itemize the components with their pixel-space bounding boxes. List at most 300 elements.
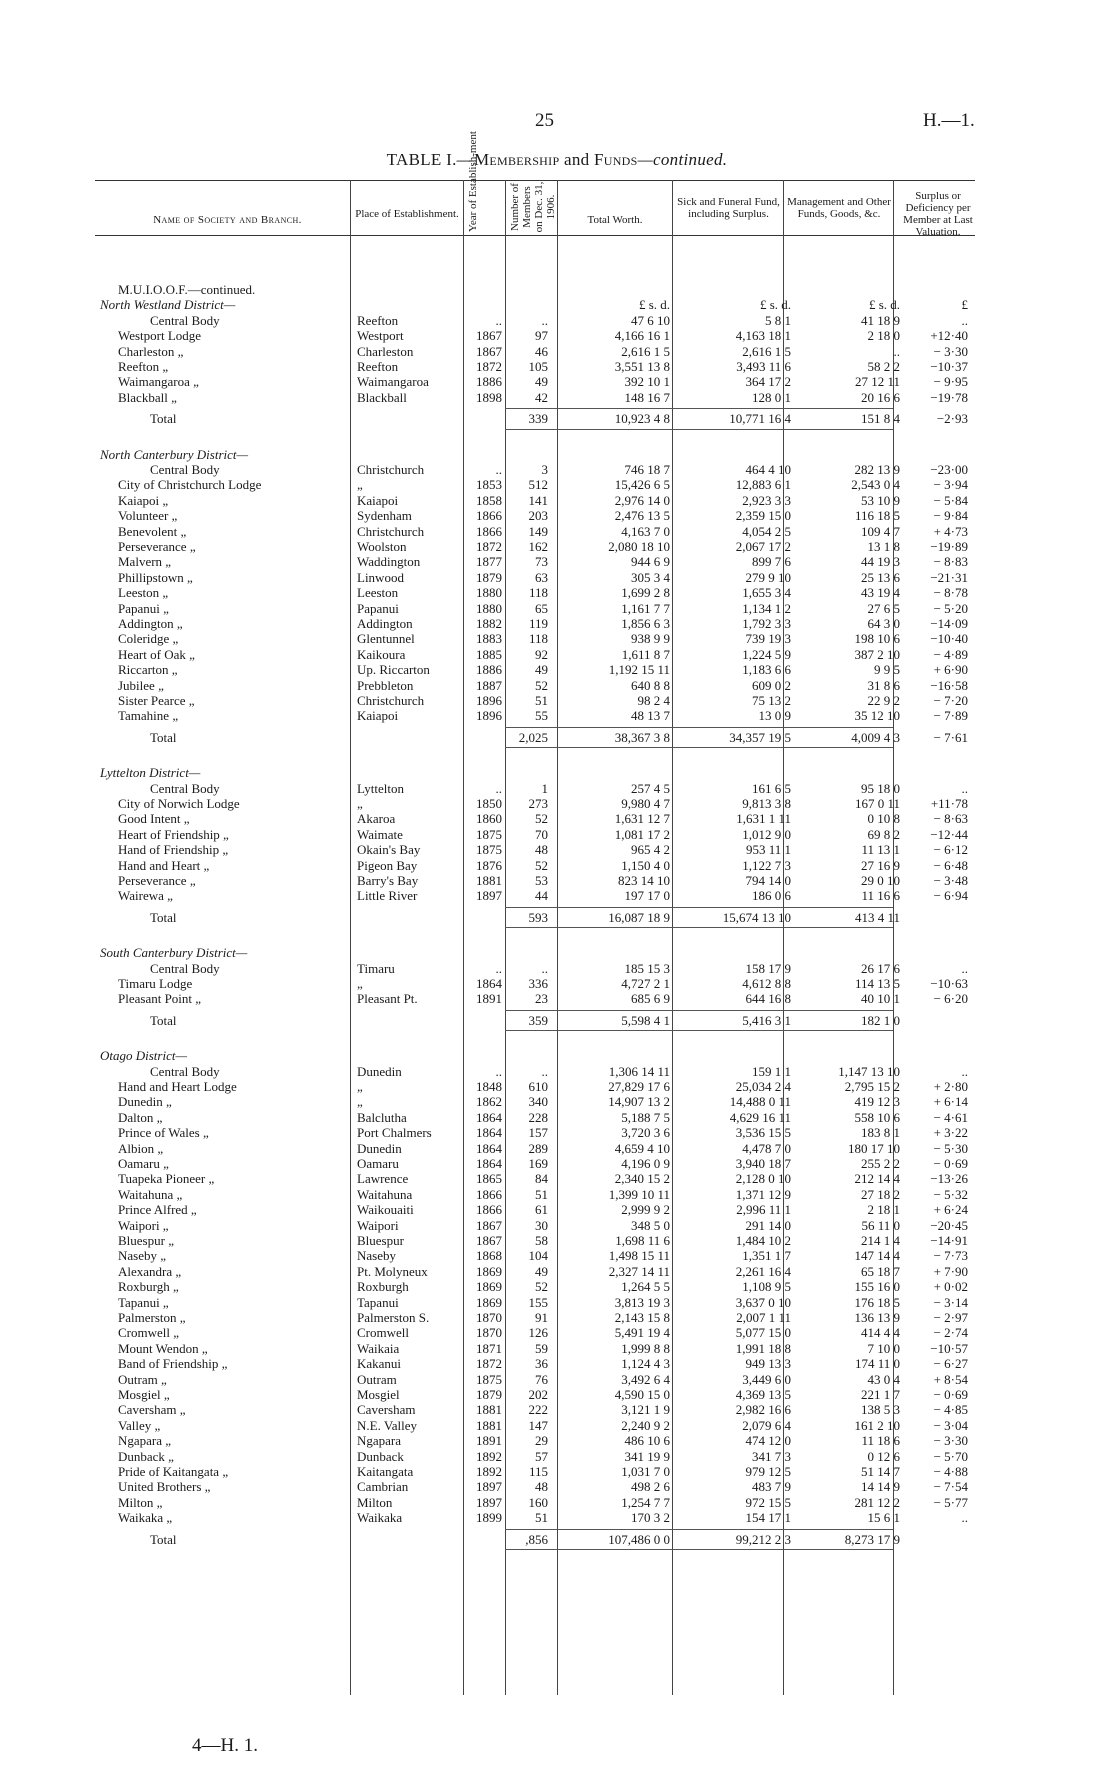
total-rule — [783, 429, 893, 430]
year: 1864 — [476, 1156, 502, 1171]
year: 1879 — [476, 1387, 502, 1402]
table-row — [0, 1141, 1114, 1156]
total-worth: 5,188 7 5 — [621, 1109, 670, 1125]
col-head-sick-funeral: Sick and Funeral Fund, including Surplus. — [677, 196, 780, 220]
total-worth: 965 4 2 — [631, 842, 670, 858]
total-worth: 27,829 17 6 — [608, 1079, 670, 1094]
place: Port Chalmers — [357, 1125, 432, 1141]
management-funds: 27 6 5 — [867, 600, 900, 616]
total-worth: 1,699 2 8 — [621, 585, 670, 601]
surplus-deficiency: −19·89 — [930, 539, 968, 554]
management-funds: 214 1 4 — [861, 1233, 900, 1248]
branch-name: Central Body — [150, 462, 220, 477]
members: 49 — [535, 374, 548, 390]
section-heading — [0, 945, 1114, 960]
management-funds: 43 19 4 — [861, 585, 900, 601]
management-funds: 183 8 1 — [861, 1125, 900, 1141]
members: 126 — [528, 1325, 548, 1341]
year: 1850 — [476, 796, 502, 811]
members: 92 — [535, 646, 548, 662]
table-row — [0, 796, 1114, 811]
branch-name: Hand and Heart „ — [118, 857, 210, 873]
total-rule — [783, 927, 893, 928]
branch-name: Timaru Lodge — [118, 976, 193, 991]
surplus-deficiency: − 6·48 — [933, 857, 968, 873]
year: 1891 — [476, 1433, 502, 1449]
management-funds: 136 13 9 — [854, 1310, 900, 1325]
total-worth: 47 6 10 — [631, 312, 670, 328]
members: 203 — [528, 508, 548, 524]
total-worth: 2,340 15 2 — [614, 1171, 670, 1187]
members: 51 — [535, 1510, 548, 1526]
year: 1883 — [476, 631, 502, 647]
sick-funeral-fund: 13 0 9 — [758, 708, 791, 724]
place: Kakanui — [357, 1356, 402, 1372]
table-row — [0, 693, 1114, 708]
branch-name: Caversham „ — [118, 1402, 186, 1418]
sick-funeral-fund: 464 4 10 — [745, 462, 791, 477]
year: 1862 — [476, 1094, 502, 1110]
table-row — [0, 888, 1114, 903]
total-label: Total — [150, 1531, 177, 1547]
table-row — [0, 390, 1114, 405]
total-worth: 5,598 4 1 — [621, 1012, 670, 1028]
total-worth: 746 18 7 — [624, 462, 670, 477]
management-funds: 9 9 5 — [874, 662, 900, 678]
place: Waikaka — [357, 1510, 403, 1526]
management-funds: 41 18 9 — [861, 312, 900, 328]
total-worth: 197 17 0 — [624, 888, 670, 904]
table-row — [0, 1279, 1114, 1294]
place: Blackball — [357, 389, 407, 405]
total-worth: 938 9 9 — [631, 631, 670, 647]
total-worth: 48 13 7 — [631, 708, 670, 724]
page-reference: H.—1. — [923, 110, 975, 131]
branch-name: Addington „ — [118, 616, 183, 631]
place: Up. Riccarton — [357, 662, 430, 678]
members: 222 — [528, 1402, 548, 1418]
total-row — [0, 910, 1114, 925]
members: 1 — [541, 780, 548, 796]
members: 58 — [535, 1233, 548, 1248]
total-surplus: − 7·61 — [933, 729, 968, 745]
surplus-deficiency: + 6·24 — [933, 1202, 968, 1218]
total-worth: 38,367 3 8 — [614, 729, 670, 745]
branch-name: Papanui „ — [118, 600, 169, 616]
year: 1870 — [476, 1310, 502, 1325]
year: 1867 — [476, 343, 502, 359]
management-funds: 95 18 0 — [861, 780, 900, 796]
surplus-deficiency: −14·09 — [930, 616, 968, 631]
table-row — [0, 1125, 1114, 1140]
year: .. — [495, 312, 502, 328]
place: Linwood — [357, 569, 404, 585]
table-row — [0, 1433, 1114, 1448]
surplus-deficiency: − 3·94 — [933, 477, 968, 493]
sick-funeral-fund: 4,054 2 5 — [742, 523, 791, 539]
total-worth: 5,491 19 4 — [614, 1325, 670, 1341]
surplus-deficiency: − 6·12 — [933, 842, 968, 858]
sick-funeral-fund: 2,079 6 4 — [742, 1417, 791, 1433]
branch-name: Waikaka „ — [118, 1510, 173, 1526]
surplus-deficiency: − 5·30 — [933, 1140, 968, 1156]
surplus-deficiency: − 2·97 — [933, 1310, 968, 1325]
year: 1872 — [476, 1356, 502, 1372]
table-row — [0, 585, 1114, 600]
title-membership: Membership — [473, 150, 560, 169]
branch-name: Albion „ — [118, 1140, 164, 1156]
members: 53 — [535, 873, 548, 888]
surplus-deficiency: − 5·70 — [933, 1448, 968, 1464]
total-rule — [783, 1529, 893, 1530]
total-label: Total — [150, 909, 177, 925]
branch-name: Waimangaroa „ — [118, 374, 199, 390]
table-row — [0, 1187, 1114, 1202]
place: Barry's Bay — [357, 873, 419, 888]
society-heading — [0, 282, 1114, 297]
table-row — [0, 1218, 1114, 1233]
table-row — [0, 1094, 1114, 1109]
surplus-deficiency: − 6·27 — [933, 1356, 968, 1372]
table-row — [0, 524, 1114, 539]
unit-management: £ s. d. — [868, 297, 900, 313]
total-worth: 257 4 5 — [631, 780, 670, 796]
place: „ — [357, 477, 363, 493]
branch-name: Bluespur „ — [118, 1233, 174, 1248]
sick-funeral-fund: 1,122 7 3 — [742, 857, 791, 873]
total-worth: 1,399 10 11 — [608, 1186, 670, 1202]
title-funds: Funds — [593, 150, 638, 169]
sick-funeral-fund: 186 0 6 — [752, 888, 791, 904]
branch-name: Reefton „ — [118, 359, 169, 374]
year: 1880 — [476, 600, 502, 616]
management-funds: 69 8 2 — [867, 826, 900, 842]
total-members: 359 — [528, 1012, 548, 1028]
place: „ — [357, 1094, 363, 1110]
year: 1867 — [476, 328, 502, 344]
surplus-deficiency: − 5·77 — [933, 1494, 968, 1510]
total-sick-funeral: 15,674 13 10 — [722, 909, 791, 925]
members: 61 — [535, 1202, 548, 1218]
year: 1875 — [476, 842, 502, 858]
members: 51 — [535, 693, 548, 708]
surplus-deficiency: .. — [961, 1063, 968, 1079]
members: 48 — [535, 1479, 548, 1495]
total-worth: 14,907 13 2 — [608, 1094, 670, 1110]
year: 1875 — [476, 826, 502, 842]
branch-name: Dalton „ — [118, 1109, 163, 1125]
management-funds: 65 18 7 — [861, 1263, 900, 1279]
surplus-deficiency: − 3·30 — [933, 1433, 968, 1449]
management-funds: 180 17 10 — [848, 1140, 900, 1156]
surplus-deficiency: +11·78 — [930, 796, 968, 811]
year: 1867 — [476, 1217, 502, 1233]
table-row — [0, 1479, 1114, 1494]
total-worth: 4,166 16 1 — [614, 328, 670, 344]
year: 1892 — [476, 1464, 502, 1479]
total-worth: 1,254 7 7 — [621, 1494, 670, 1510]
place: Milton — [357, 1494, 393, 1510]
total-members: 593 — [528, 909, 548, 925]
members: 52 — [535, 677, 548, 693]
branch-name: Dunedin „ — [118, 1094, 172, 1110]
branch-name: Perseverance „ — [118, 873, 196, 888]
members: 84 — [535, 1171, 548, 1187]
year: 1866 — [476, 1186, 502, 1202]
surplus-deficiency: − 5·84 — [933, 492, 968, 508]
sick-funeral-fund: 899 7 6 — [752, 554, 791, 570]
surplus-deficiency: + 8·54 — [933, 1371, 968, 1387]
total-rule — [505, 927, 557, 928]
table-row — [0, 601, 1114, 616]
total-members: 2,025 — [518, 729, 548, 745]
table-row — [0, 1264, 1114, 1279]
place: Outram — [357, 1371, 397, 1387]
year: 1882 — [476, 616, 502, 631]
management-funds: 27 12 11 — [854, 374, 900, 390]
members: 49 — [535, 1263, 548, 1279]
year: 1864 — [476, 1109, 502, 1125]
year: 1848 — [476, 1079, 502, 1094]
management-funds: 22 9 2 — [867, 693, 900, 708]
members: 65 — [535, 600, 548, 616]
sick-funeral-fund: 161 6 5 — [752, 780, 791, 796]
col-head-members: Number of Members on Dec. 31, 1906. — [509, 181, 557, 233]
total-rule — [672, 747, 783, 748]
management-funds: 221 1 7 — [861, 1387, 900, 1402]
place: Kaikoura — [357, 646, 406, 662]
year: 1897 — [476, 1479, 502, 1495]
sick-funeral-fund: 1,655 3 4 — [742, 585, 791, 601]
total-worth: 1,856 6 3 — [621, 616, 670, 631]
total-worth: 15,426 6 5 — [614, 477, 670, 493]
sick-funeral-fund: 12,883 6 1 — [735, 477, 791, 493]
surplus-deficiency: − 3·04 — [933, 1417, 968, 1433]
total-rule — [783, 1549, 893, 1550]
place: Reefton — [357, 312, 399, 328]
table-row — [0, 1510, 1114, 1525]
sick-funeral-fund: 4,163 18 1 — [735, 328, 791, 344]
total-worth: 4,659 4 10 — [614, 1140, 670, 1156]
surplus-deficiency: + 3·22 — [933, 1125, 968, 1141]
total-worth: 1,306 14 11 — [608, 1063, 670, 1079]
year: 1866 — [476, 523, 502, 539]
total-rule — [505, 747, 557, 748]
total-worth: 1,264 5 5 — [621, 1279, 670, 1295]
place: Sydenham — [357, 508, 412, 524]
place: Timaru — [357, 960, 395, 976]
sick-funeral-fund: 128 0 1 — [752, 389, 791, 405]
members: 169 — [528, 1156, 548, 1171]
members: 104 — [528, 1248, 548, 1264]
place: Waipori — [357, 1217, 399, 1233]
surplus-deficiency: − 5·20 — [933, 600, 968, 616]
table-row — [0, 477, 1114, 492]
sick-funeral-fund: 1,991 18 8 — [735, 1340, 791, 1356]
members: 44 — [535, 888, 548, 904]
unit-total-worth: £ s. d. — [638, 297, 670, 313]
branch-name: Hand of Friendship „ — [118, 842, 229, 858]
branch-name: Wairewa „ — [118, 888, 173, 904]
year: 1853 — [476, 477, 502, 493]
management-funds: 13 1 8 — [867, 539, 900, 554]
table-row — [0, 1325, 1114, 1340]
sick-funeral-fund: 2,007 1 11 — [736, 1310, 791, 1325]
sick-funeral-fund: 2,923 3 3 — [742, 492, 791, 508]
members: 76 — [535, 1371, 548, 1387]
branch-name: Waitahuna „ — [118, 1186, 183, 1202]
place: Palmerston S. — [357, 1310, 430, 1325]
year: 1892 — [476, 1448, 502, 1464]
total-label: Total — [150, 1012, 177, 1028]
year: 1860 — [476, 811, 502, 827]
sick-funeral-fund: 341 7 3 — [752, 1448, 791, 1464]
total-management: 413 4 11 — [854, 909, 900, 925]
members: 162 — [528, 539, 548, 554]
total-worth: 498 2 6 — [631, 1479, 670, 1495]
place: Waddington — [357, 554, 421, 570]
branch-name: Leeston „ — [118, 585, 169, 601]
total-worth: 2,976 14 0 — [614, 492, 670, 508]
management-funds: 11 13 1 — [861, 842, 900, 858]
col-head-name: Name of Society and Branch. — [153, 214, 302, 226]
branch-name: Coleridge „ — [118, 631, 179, 647]
branch-name: Naseby „ — [118, 1248, 167, 1264]
surplus-deficiency: − 9·95 — [933, 374, 968, 390]
total-worth: 640 8 8 — [631, 677, 670, 693]
surplus-deficiency: − 8·83 — [933, 554, 968, 570]
year: 1858 — [476, 492, 502, 508]
table-row — [0, 1495, 1114, 1510]
place: Christchurch — [357, 693, 425, 708]
surplus-deficiency: −13·26 — [930, 1171, 968, 1187]
members: 610 — [528, 1079, 548, 1094]
branch-name: City of Christchurch Lodge — [118, 477, 262, 493]
branch-name: Kaiapoi „ — [118, 492, 169, 508]
section-name: North Canterbury District— — [100, 446, 249, 462]
management-funds: 51 14 7 — [861, 1464, 900, 1479]
sick-funeral-fund: 644 16 8 — [745, 991, 791, 1007]
total-worth: 9,980 4 7 — [621, 796, 670, 811]
title-and: and — [559, 150, 594, 169]
table-row — [0, 570, 1114, 585]
surplus-deficiency: − 8·78 — [933, 585, 968, 601]
sick-funeral-fund: 1,371 12 9 — [735, 1186, 791, 1202]
members: .. — [541, 312, 548, 328]
members: .. — [541, 1063, 548, 1079]
management-funds: 29 0 10 — [861, 873, 900, 888]
place: Pigeon Bay — [357, 857, 418, 873]
total-rule — [557, 408, 672, 409]
place: Lawrence — [357, 1171, 409, 1187]
members: 63 — [535, 569, 548, 585]
total-worth: 2,080 18 10 — [608, 539, 670, 554]
management-funds: 58 2 2 — [867, 359, 900, 374]
year: 1870 — [476, 1325, 502, 1341]
table-row — [0, 873, 1114, 888]
table-row — [0, 842, 1114, 857]
management-funds: 2,543 0 4 — [851, 477, 900, 493]
table-row — [0, 976, 1114, 991]
place: Cambrian — [357, 1479, 409, 1495]
year: 1869 — [476, 1263, 502, 1279]
total-row — [0, 411, 1114, 426]
place: Tapanui — [357, 1294, 399, 1310]
surplus-deficiency: − 7·54 — [933, 1479, 968, 1495]
section-heading — [0, 297, 1114, 312]
year: 1868 — [476, 1248, 502, 1264]
year: 1881 — [476, 1402, 502, 1418]
header-bottom-rule — [95, 235, 975, 236]
branch-name: Central Body — [150, 1063, 220, 1079]
members: 70 — [535, 826, 548, 842]
management-funds: 176 18 5 — [854, 1294, 900, 1310]
table-row — [0, 631, 1114, 646]
sick-funeral-fund: 1,108 9 5 — [742, 1279, 791, 1295]
members: 157 — [528, 1125, 548, 1141]
surplus-deficiency: .. — [961, 780, 968, 796]
year: 1896 — [476, 708, 502, 724]
surplus-deficiency: − 3·14 — [933, 1294, 968, 1310]
total-management: 151 8 4 — [861, 411, 900, 427]
total-worth: 685 6 9 — [631, 991, 670, 1007]
management-funds: 35 12 10 — [854, 708, 900, 724]
members: 273 — [528, 796, 548, 811]
branch-name: Tapanui „ — [118, 1294, 169, 1310]
place: Ngapara — [357, 1433, 402, 1449]
sick-funeral-fund: 1,351 1 7 — [742, 1248, 791, 1264]
members: 91 — [535, 1310, 548, 1325]
table-row — [0, 359, 1114, 374]
total-rule — [557, 429, 672, 430]
management-funds: 25 13 6 — [861, 569, 900, 585]
sick-funeral-fund: 9,813 3 8 — [742, 796, 791, 811]
total-worth: 341 19 9 — [624, 1448, 670, 1464]
year: 1879 — [476, 569, 502, 585]
total-worth: 2,999 9 2 — [621, 1202, 670, 1218]
table-row — [0, 1402, 1114, 1417]
table-row — [0, 344, 1114, 359]
surplus-deficiency: +12·40 — [930, 328, 968, 344]
total-rule — [672, 727, 783, 728]
sick-funeral-fund: 2,128 0 10 — [735, 1171, 791, 1187]
members: 52 — [535, 811, 548, 827]
table-row — [0, 1202, 1114, 1217]
branch-name: Westport Lodge — [118, 328, 202, 344]
sick-funeral-fund: 2,067 17 2 — [735, 539, 791, 554]
table-row — [0, 1464, 1114, 1479]
branch-name: Prince Alfred „ — [118, 1202, 197, 1218]
members: 512 — [528, 477, 548, 493]
branch-name: United Brothers „ — [118, 1479, 211, 1495]
table-row — [0, 961, 1114, 976]
sick-funeral-fund: 154 17 1 — [745, 1510, 791, 1526]
year: 1891 — [476, 991, 502, 1007]
table-row — [0, 616, 1114, 631]
total-rule — [505, 408, 557, 409]
branch-name: Volunteer „ — [118, 508, 178, 524]
section-heading — [0, 765, 1114, 780]
branch-name: Phillipstown „ — [118, 569, 193, 585]
members: 48 — [535, 842, 548, 858]
total-rule — [783, 408, 893, 409]
management-funds: 7 10 0 — [867, 1340, 900, 1356]
branch-name: Band of Friendship „ — [118, 1356, 228, 1372]
branch-name: Pride of Kaitangata „ — [118, 1464, 229, 1479]
branch-name: Jubilee „ — [118, 677, 164, 693]
surplus-deficiency: − 7·73 — [933, 1248, 968, 1264]
col-head-surplus: Surplus or Deficiency per Member at Last Valuation. — [903, 190, 973, 238]
